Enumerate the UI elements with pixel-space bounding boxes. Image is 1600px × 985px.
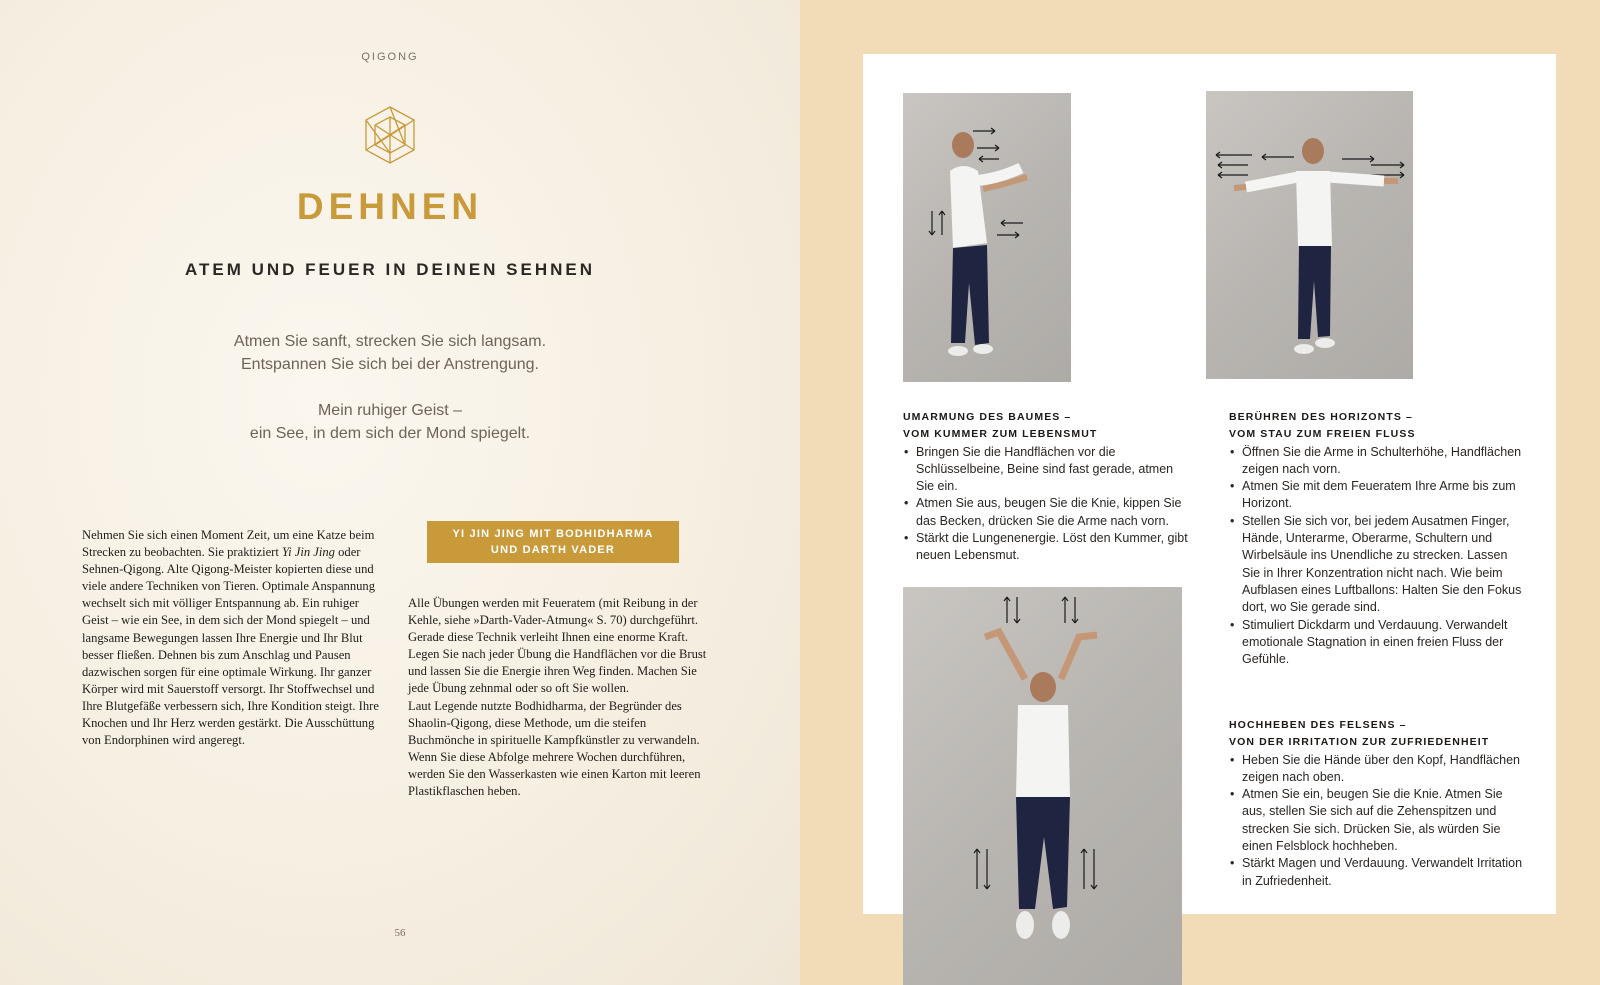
sidebar-text	[408, 595, 708, 800]
exercise-steps	[903, 444, 1193, 565]
sidebar-heading-box	[427, 521, 679, 563]
exercise-title-line: VOM STAU ZUM FREIEN FLUSS	[1229, 428, 1416, 441]
hexagon-knot-logo-icon	[362, 105, 418, 165]
page-number: 56	[394, 927, 406, 939]
exercise-title	[903, 409, 1193, 444]
sidebar-heading-line: YI JIN JING MIT BODHIDHARMA	[452, 528, 654, 540]
photo-tree-hug-pose	[903, 93, 1071, 382]
list-item: • Atmen Sie ein, beugen Sie die Knie. Atmen Sie aus, stellen Sie sich auf die Zehenspitzen und strecken Sie sich. Drücken Sie, als würden Sie einen Felsblock hochheben.	[1229, 786, 1524, 855]
exercise-title	[1229, 717, 1524, 752]
list-item: • Atmen Sie aus, beugen Sie die Knie, kippen Sie das Becken, drücken Sie die Arme nach vorn.	[903, 495, 1193, 530]
motto-line: Mein ruhiger Geist –	[317, 402, 463, 419]
list-item: • Atmen Sie mit dem Feueratem Ihre Arme bis zum Horizont.	[1229, 478, 1524, 513]
list-item: • Stärkt Magen und Verdauung. Verwandelt Irritation in Zufriedenheit.	[1229, 855, 1524, 890]
motto-2	[190, 399, 590, 445]
intro-term-italic: Yi Jin Jing	[282, 545, 335, 560]
motto-line: Atmen Sie sanft, strecken Sie sich langsam.	[233, 333, 547, 350]
exercise-title-line: UMARMUNG DES BAUMES –	[903, 411, 1072, 423]
chapter-title: DEHNEN	[296, 186, 484, 227]
exercise-title-line: VOM KUMMER ZUM LEBENSMUT	[903, 428, 1098, 441]
motto-line: Entspannen Sie sich bei der Anstrengung.	[241, 356, 539, 373]
exercise-title-line: BERÜHREN DES HORIZONTS –	[1229, 411, 1413, 423]
chapter-subtitle: ATEM UND FEUER IN DEINEN SEHNEN	[184, 260, 596, 279]
exercise-steps	[1229, 444, 1524, 669]
list-item: • Stellen Sie sich vor, bei jedem Ausatmen Finger, Hände, Unterarme, Oberarme, Schultern und Wirbelsäule ins Unendliche zu strecken. Lassen Sie in Ihrer Konzentration nicht nach. Wie beim Aufblasen eines Luftballons: Halten Sie den Fokus dort, wo Sie gerade sind.	[1229, 513, 1524, 617]
running-head: QIGONG	[361, 51, 419, 63]
exercise-title	[1229, 409, 1524, 444]
exercise-touch-horizon	[1229, 409, 1524, 668]
list-item: • Heben Sie die Hände über den Kopf, Handflächen zeigen nach oben.	[1229, 752, 1524, 787]
photo-lift-rock-pose	[903, 587, 1182, 985]
intro-text-b: oder Sehnen-Qigong. Alte Qigong-Meister kopierten diese und viele andere Techniken von Tieren. Optimale Anspannung wechselt sich mit völliger Entspannung ab. Ein ruhiger Geist – wie ein See, in dem sich der Mond spiegelt – und langsame Bewegungen lassen Ihre Energie und Ihr Blut besser fließen. Dehnen bis zum Anschlag und Pausen dazwischen sorgen für eine optimale Wirkung. Ihr ganzer Körper wird mit Sauerstoff versorgt. Ihr Stoffwechsel und Ihre Blutgefäße verbessern sich, Ihre Kondition steigt. Ihre Knochen und Ihr Herz werden gestärkt. Die Ausschüttung von Endorphinen wird angeregt.	[82, 545, 379, 748]
list-item: • Öffnen Sie die Arme in Schulterhöhe, Handflächen zeigen nach vorn.	[1229, 444, 1524, 479]
exercise-title-line: VON DER IRRITATION ZUR ZUFRIEDENHEIT	[1229, 736, 1490, 749]
sidebar-paragraph: Alle Übungen werden mit Feueratem (mit Reibung in der Kehle, siehe »Darth-Vader-Atmung« S. 70) durchgeführt. Gerade diese Technik verleiht Ihnen eine enorme Kraft. Legen Sie nach jeder Übung die Handflächen vor die Brust und lassen Sie die Energie ihren Weg finden. Machen Sie jede Übung zehnmal oder so oft Sie wollen.	[408, 596, 707, 696]
figure-illustration	[903, 587, 1182, 985]
list-item: • Stärkt die Lungenenergie. Löst den Kummer, gibt neuen Lebensmut.	[903, 530, 1193, 565]
sidebar-heading-line: UND DARTH VADER	[490, 544, 616, 556]
intro-text-a: Nehmen Sie sich einen Moment Zeit, um eine Katze beim Strecken zu beobachten. Sie praktiziert	[82, 528, 375, 560]
motto-line: ein See, in dem sich der Mond spiegelt.	[249, 425, 531, 442]
right-page	[800, 0, 1600, 985]
exercise-title-line: HOCHHEBEN DES FELSENS –	[1229, 719, 1407, 731]
list-item: • Bringen Sie die Handflächen vor die Schlüsselbeine, Beine sind fast gerade, atmen Sie ein.	[903, 444, 1193, 496]
exercise-lift-rock	[1229, 717, 1524, 890]
list-item: • Stimuliert Dickdarm und Verdauung. Verwandelt emotionale Stagnation in einen freien Fluss der Gefühle.	[1229, 617, 1524, 669]
exercise-steps	[1229, 752, 1524, 890]
exercise-tree-hug	[903, 409, 1193, 565]
figure-illustration	[903, 93, 1071, 382]
intro-paragraph	[82, 527, 382, 749]
figure-illustration	[1206, 91, 1413, 379]
sidebar-paragraph: Laut Legende nutzte Bodhidharma, der Begründer des Shaolin-Qigong, diese Methode, um die steifen Buchmönche in spirituelle Kampfkünstler zu verwandeln. Wenn Sie diese Abfolge mehrere Wochen durchführen, werden Sie den Wasserkasten wie einen Karton mit leeren Plastikflaschen heben.	[408, 698, 701, 799]
photo-horizon-pose	[1206, 91, 1413, 379]
motto-1	[190, 330, 590, 376]
